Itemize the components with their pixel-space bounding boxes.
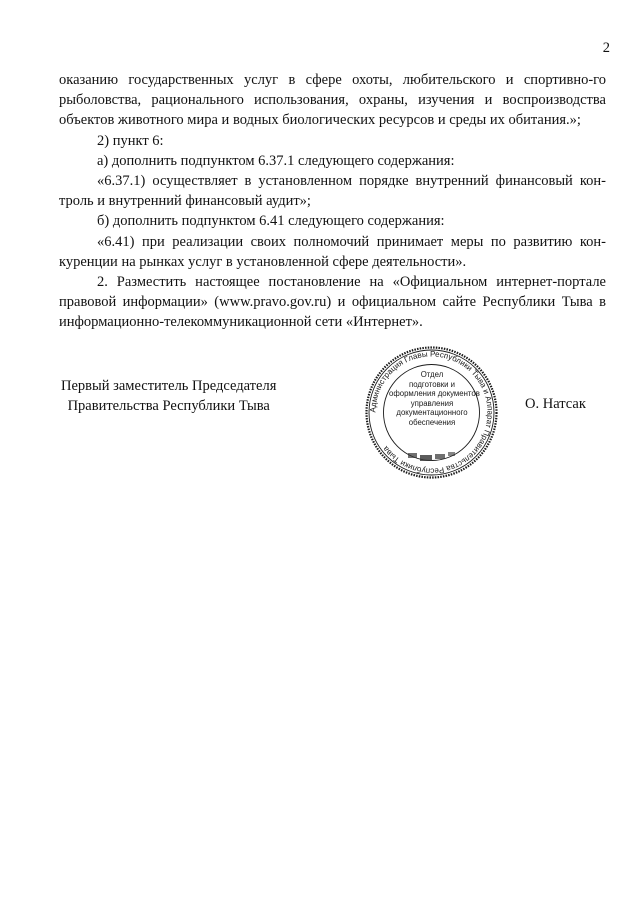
paragraph-point-2: 2. Разместить настоящее постановление на «Официальном интернет-портале правовой информации» (www.pravo.gov.ru) и официальном сайте Республики Тыва в информационно-телекоммуникационной сети «Интернет». [59,274,606,331]
paragraph-item-2: 2) пункт 6: [97,132,164,149]
stamp-center-line-1: Отдел [420,370,444,379]
paragraph-quote-6-37-1: «6.37.1) осуществляет в установленном порядке внутренний финансовый кон-троль и внутренний финансовый аудит»; [59,173,606,210]
stamp-bottom-smudge [408,452,455,461]
paragraph-quote-6-41: «6.41) при реализации своих полномочий принимает меры по развитию кон-куренции на рынках услуг в установленной сфере деятельности». [59,233,606,270]
stamp-center-line-2: подготовки и [408,379,456,389]
stamp-center-text [389,370,480,428]
paragraph-continuation: оказанию государственных услуг в сфере охоты, любительского и спортивно-го рыболовства, рационального использования, охраны, изучения и воспроизводства объектов животного мира и водных биологических ресурсов и среды их обитания.»; [59,72,606,129]
stamp-center-line-5: документационного [396,408,468,418]
signatory-title-line-2: Правительства Республики Тыва [67,398,270,414]
signatory-title [61,376,276,416]
stamp-center-line-4: управления [410,398,454,408]
signatory-title-line-1: Первый заместитель Председателя [61,378,277,394]
signatory-name: О. Натсак [525,396,586,412]
document-body [59,70,606,333]
stamp-ring-text-path: Администрация Главы Республики Тыва и Аппарат Правительства Республики Тыва [368,349,495,476]
stamp-center-line-3: оформления документов [389,389,480,399]
stamp-center-line-6: обеспечения [408,417,456,427]
paragraph-subitem-a: а) дополнить подпунктом 6.37.1 следующего содержания: [97,152,455,169]
page-number: 2 [602,40,610,56]
paragraph-subitem-b: б) дополнить подпунктом 6.41 следующего содержания: [97,213,445,230]
